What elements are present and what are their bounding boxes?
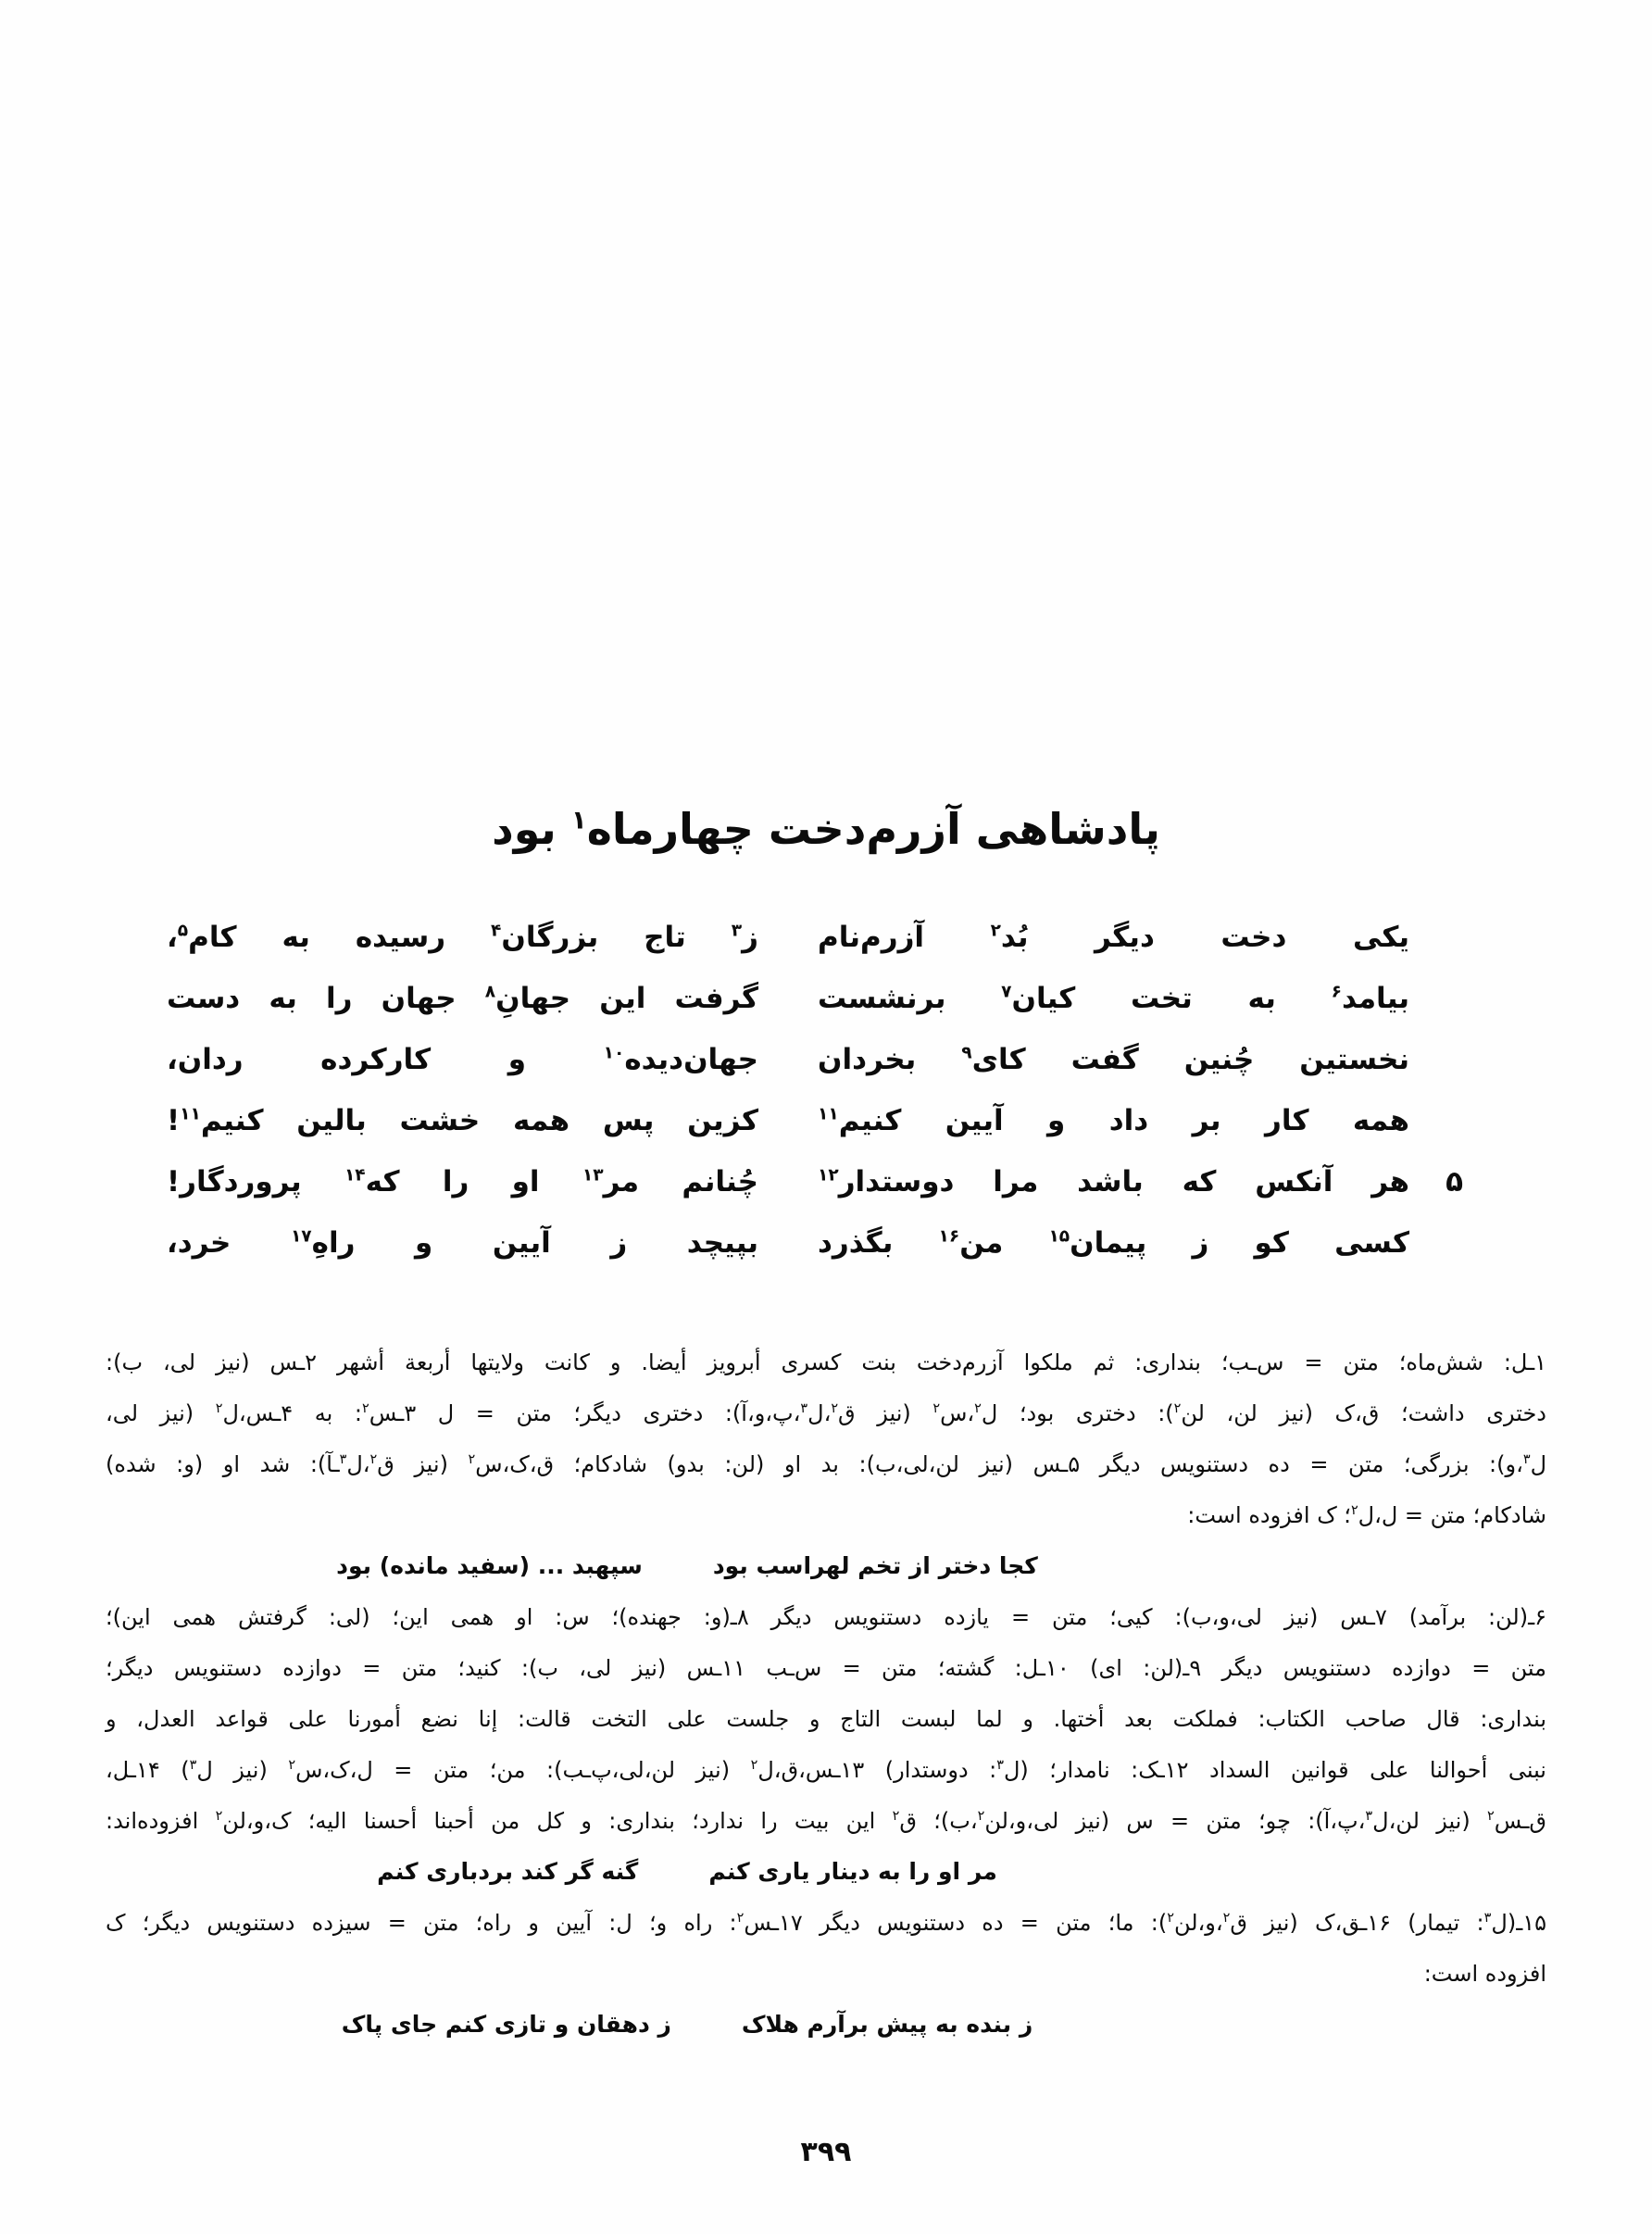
apparatus-line-short: افزوده است: — [1423, 1961, 1546, 1987]
poem — [167, 913, 1463, 1280]
hemistich-right: بیامد$^۶$ به تخت کیان$^۷$ برنشست — [818, 982, 1409, 1015]
hemistich-right: کسی کو ز پیمان$^{۱۵}$ من$^{۱۶}$ بگذرد — [818, 1226, 1409, 1260]
hemistich-left: کزین پس همه خشت بالین کنیم$^{۱۱}$! — [167, 1104, 758, 1137]
hemistich-left: جهان‌دیده$^{۱۰}$ و کارکرده ردان، — [167, 1043, 758, 1076]
quoted-hemistich-left: ز دهقان و تازی کنم جای پاک — [341, 2011, 671, 2038]
apparatus-line: ۱ـل: شش‌ماه؛ متن = س‌ـب؛ بنداری: ثم ملکوا آزرم‌دخت بنت کسری أبرویز أیضا. و کانت ولایتها أربعة أشهر ۲ـس (نیز لی، ب): — [106, 1349, 1547, 1375]
quoted-hemistich-right: مر او را به دینار یاری کنم — [708, 1858, 997, 1885]
hemistich-right: یکی دخت دیگر بُد$^۲$ آزرم‌نام — [818, 921, 1409, 954]
hemistich-right: همه کار بر داد و آیین کنیم$^{۱۱}$ — [818, 1104, 1409, 1137]
hemistich-left: گرفت این جهانِ$^۸$ جهان را به دست — [167, 982, 758, 1015]
bait-row — [167, 1219, 1409, 1280]
apparatus-line: ل$^۳$،و): بزرگی؛ متن = ده دستنویس دیگر ۵ـس (نیز لن،لی،ب): بد او (لن: بدو) شادکام؛ ق،ک،س$^۲$ (نیز ق$^۲$،ل$^۳$ـآ): شد او (و: شده) — [106, 1451, 1546, 1477]
critical-apparatus — [106, 1339, 1546, 2052]
bait-row — [167, 1097, 1409, 1158]
apparatus-line: بنداری: قال صاحب الکتاب: فملکت بعد أختها. و لما لبست التاج و جلست علی التخت قالت: إنا نضع أمورنا علی قواعد العدل، و — [106, 1706, 1546, 1732]
bait-row — [167, 974, 1409, 1035]
apparatus-line: دختری داشت؛ ق،ک (نیز لن، لن$^۲$): دختری بود؛ ل$^۲$،س$^۲$ (نیز ق$^۲$،ل$^۳$،پ،و،آ): دختری دیگر؛ متن = ل ۳ـس$^۲$: به ۴ـس،ل$^۲$ (نیز لی، — [106, 1400, 1546, 1426]
apparatus-line-short: شادکام؛ متن = ل،ل$^۲$؛ ک افزوده است: — [1187, 1502, 1546, 1528]
quoted-hemistich-right: کجا دختر از تخم لهراسب بود — [712, 1552, 1038, 1579]
quoted-verse — [0, 1849, 1408, 1900]
apparatus-line: ۶ـ(لن: برآمد) ۷ـس (نیز لی،و،ب): کیی؛ متن = یازده دستنویس دیگر ۸ـ(و: جهنده)؛ س: او همی این؛ (لی: گرفتش همی این)؛ — [106, 1604, 1546, 1630]
quoted-hemistich-right: ز بنده به پیش برآرم هلاک — [741, 2011, 1033, 2038]
apparatus-line: ق‌ـس$^۲$ (نیز لن،ل$^۳$،پ،آ): چو؛ متن = س (نیز لی،و،لن$^۲$،ب)؛ ق$^۲$ این بیت را ندارد؛ بنداری: و کل من أحبنا أحسنا الیه؛ ک،و،لن$^۲$ افزوده‌اند: — [106, 1808, 1546, 1834]
verse-number: ۵ — [1446, 1165, 1463, 1199]
chapter-title: پادشاهی آزرم‌دخت چهارماه$^۱$ بود — [492, 804, 1160, 854]
apparatus-line: متن = دوازده دستنویس دیگر ۹ـ(لن: ای) ۱۰ـل: گشته؛ متن = س‌ـب ۱۱ـس (نیز لی، ب): کنید؛ متن = دوازده دستنویس دیگر؛ — [106, 1655, 1547, 1681]
bait-row — [167, 1035, 1409, 1097]
quoted-hemistich-left: سپهبد ... (سفید مانده) بود — [336, 1552, 643, 1579]
quoted-verse — [0, 2002, 1408, 2052]
bait-row — [167, 913, 1409, 974]
hemistich-right: نخستین چُنین گفت کای$^۹$ بخردان — [818, 1043, 1409, 1076]
bait-row — [167, 1158, 1463, 1219]
hemistich-left: ز$^۳$ تاج بزرگان$^۴$ رسیده به کام$^۵$، — [167, 921, 758, 954]
apparatus-line: ۱۵ـ(ل$^۳$: تیمار) ۱۶ـق،ک (نیز ق$^۲$،و،لن$^۲$): ما؛ متن = ده دستنویس دیگر ۱۷ـس$^۲$: راه و؛ ل: آیین و راه؛ متن = سیزده دستنویس دیگر؛ ک — [106, 1910, 1547, 1936]
hemistich-left: بپیچد ز آیین و راهِ$^{۱۷}$ خرد، — [167, 1226, 759, 1260]
hemistich-left: چُنانم مر$^{۱۳}$ او را که$^{۱۴}$ پروردگار! — [167, 1165, 758, 1199]
quoted-verse — [0, 1543, 1408, 1594]
apparatus-line: نبنی أحوالنا علی قوانین السداد ۱۲ـک: نامدار؛ (ل$^۳$: دوستدار) ۱۳ـس،ق،ل$^۲$ (نیز لن،لی،پ‌ـب): من؛ متن = ل،ک،س$^۲$ (نیز ل$^۳$) ۱۴ـل، — [106, 1757, 1546, 1783]
hemistich-right: هر آنکس که باشد مرا دوستدار$^{۱۲}$ — [818, 1165, 1409, 1199]
quoted-hemistich-left: گنه گر کند بردباری کنم — [377, 1858, 639, 1885]
page-number: ۳۹۹ — [800, 2136, 852, 2168]
